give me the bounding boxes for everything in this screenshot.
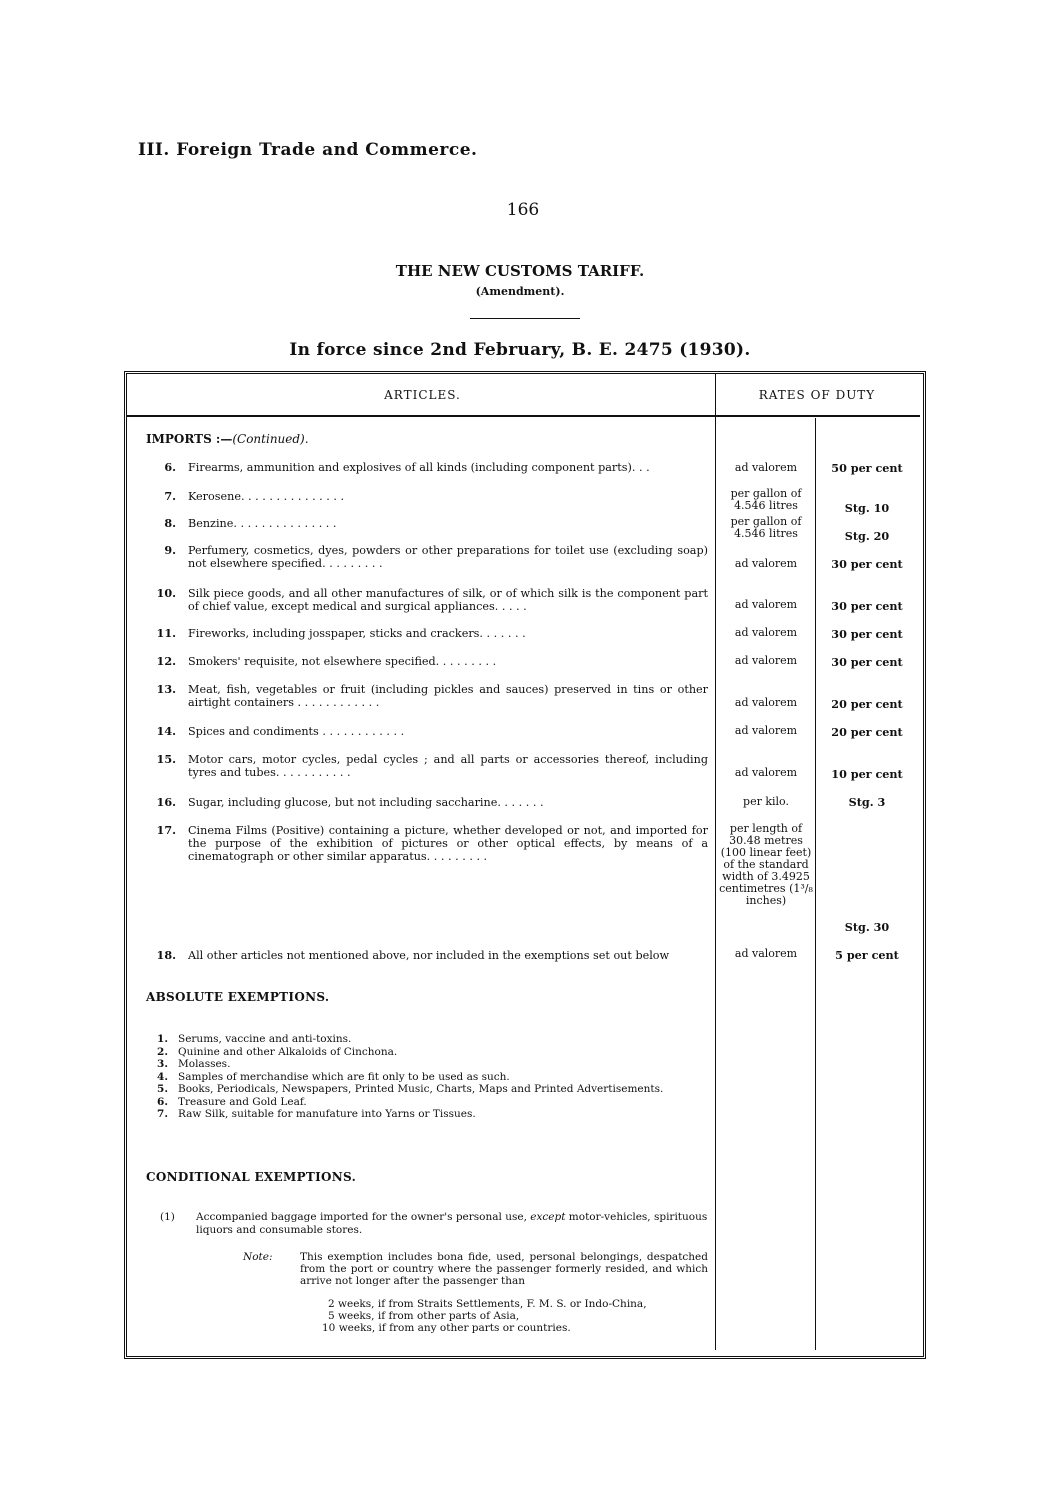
rate-basis-cell: ad valorem: [734, 626, 798, 639]
absolute-exemptions-heading: ABSOLUTE EXEMPTIONS.: [146, 990, 330, 1004]
articles-column-divider: [715, 374, 716, 1350]
rate-basis-cell: ad valorem: [734, 461, 798, 474]
note-label: Note:: [243, 1251, 273, 1263]
rate-basis-cell: ad valorem: [734, 598, 798, 611]
rate-basis-cell: ad valorem: [734, 557, 798, 570]
absolute-exemptions-list: [150, 1033, 710, 1121]
duty-cell: 50 per cent: [831, 461, 903, 475]
duty-cell: 5 per cent: [835, 948, 899, 962]
duty-cell: Stg. 30: [844, 920, 890, 934]
rate-basis-cell: per kilo.: [743, 795, 789, 808]
in-force-heading: In force since 2nd February, B. E. 2475 (1930).: [289, 340, 751, 360]
imports-label: IMPORTS :—(Continued).: [146, 432, 309, 446]
duty-cell: Stg. 10: [844, 501, 890, 515]
section-heading: III. Foreign Trade and Commerce.: [138, 140, 478, 160]
articles-column-header: ARTICLES.: [384, 388, 461, 402]
rate-basis-cell: ad valorem: [734, 654, 798, 667]
list-item: 1. Serums, vaccine and anti-toxins.: [157, 1033, 352, 1045]
duty-cell: 30 per cent: [831, 557, 903, 571]
duty-cell: Stg. 20: [844, 529, 890, 543]
table-header-rule: [127, 415, 920, 417]
conditional-exemptions-heading: CONDITIONAL EXEMPTIONS.: [146, 1170, 357, 1184]
duty-cell: 10 per cent: [831, 767, 903, 781]
rates-column-header: RATES OF DUTY: [758, 388, 876, 402]
rates-column-divider: [815, 418, 816, 1350]
list-item: 3. Molasses.: [157, 1058, 231, 1070]
rate-basis-cell: ad valorem: [734, 724, 798, 737]
item-number: (1): [160, 1211, 175, 1223]
item-text: Accompanied baggage imported for the owner's personal use, except motor-vehicles, spirituous liquors and consumable stores.: [196, 1211, 708, 1236]
list-item: 2. Quinine and other Alkaloids of Cinchona.: [157, 1045, 398, 1058]
rate-basis-cell: ad valorem: [734, 696, 798, 709]
rate-basis-cell: per gallon of 4.546 litres: [730, 487, 802, 512]
list-item: 4. Samples of merchandise which are fit only to be used as such.: [157, 1070, 510, 1083]
duty-cell: 30 per cent: [831, 655, 903, 669]
note-text: This exemption includes bona fide, used, personal belongings, despatched from the port or country where the passenger formerly resided, and which arrive not longer after the passenger than: [300, 1251, 708, 1287]
rate-basis-cell: ad valorem: [734, 766, 798, 779]
title-divider: [470, 318, 580, 319]
page-number: 166: [506, 200, 540, 220]
duty-cell: 30 per cent: [831, 599, 903, 613]
duty-cell: 20 per cent: [831, 697, 903, 711]
rate-basis-cell: per length of 30.48 metres (100 linear feet) of the standard width of 3.4925 centimetres (1³/₈ inches): [719, 822, 813, 907]
list-item: 7. Raw Silk, suitable for manufature into Yarns or Tissues.: [157, 1108, 476, 1120]
list-item: 5. Books, Periodicals, Newspapers, Printed Music, Charts, Maps and Printed Advertisements.: [157, 1083, 664, 1095]
duty-cell: Stg. 3: [848, 795, 886, 809]
note-line: 10 weeks, if from any other parts or countries.: [322, 1322, 571, 1334]
note-line: 2 weeks, if from Straits Settlements, F. M. S. or Indo-China,: [328, 1298, 647, 1310]
rate-basis-cell: per gallon of 4.546 litres: [730, 515, 802, 540]
document-subtitle: (Amendment).: [475, 285, 565, 298]
duty-cell: 30 per cent: [831, 627, 903, 641]
duty-cell: 20 per cent: [831, 725, 903, 739]
note-line: 5 weeks, if from other parts of Asia,: [328, 1310, 520, 1322]
list-item: 6. Treasure and Gold Leaf.: [157, 1095, 307, 1108]
document-title: THE NEW CUSTOMS TARIFF.: [395, 262, 645, 280]
rate-basis-cell: ad valorem: [734, 947, 798, 960]
